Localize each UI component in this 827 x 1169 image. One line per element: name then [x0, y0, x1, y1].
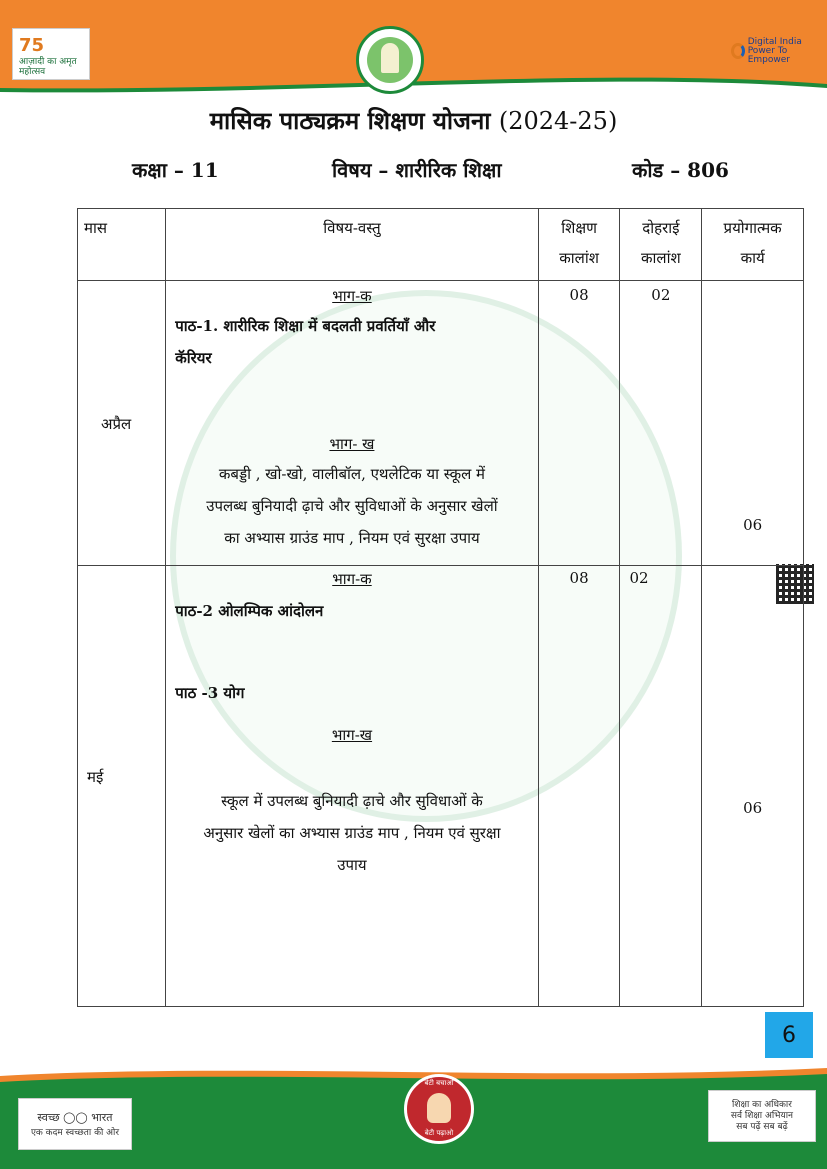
syllabus-table: [77, 208, 804, 1007]
board-seal-logo: [356, 26, 424, 94]
practical-cell: [702, 281, 804, 566]
part-a-label: भाग-क: [332, 287, 372, 305]
header-teaching: शिक्षण कालांश: [538, 209, 620, 281]
revision-cell: [620, 281, 702, 566]
azadi-ka-amrit-mahotsav-logo: 75 आज़ादी का अमृत महोत्सव: [12, 28, 90, 80]
practical-periods: 06: [743, 516, 763, 534]
activity-line: उपाय: [337, 856, 367, 874]
lesson-title-cont: कॅरियर: [175, 349, 212, 367]
practical-periods: 06: [743, 799, 763, 817]
header-practical: प्रयोगात्मक कार्य: [702, 209, 804, 281]
swachh-bharat-logo: स्वच्छ ◯◯ भारत एक कदम स्वच्छता की ओर: [18, 1098, 132, 1150]
page-number-badge: 6: [765, 1012, 813, 1058]
revision-periods: 02: [651, 286, 671, 304]
teaching-periods: 08: [569, 569, 589, 587]
beti-bachao-beti-padhao-logo: बेटी बचाओ बेटी पढ़ाओ: [404, 1074, 474, 1144]
code-label: कोड – 806: [632, 158, 729, 182]
header-month: मास: [78, 209, 166, 281]
teaching-cell: [538, 281, 620, 566]
content-cell: [166, 566, 539, 1007]
activity-line: स्कूल में उपलब्ध बुनियादी ढ़ाचे और सुविधाओं के: [221, 792, 483, 810]
part-a-label: भाग-क: [332, 570, 372, 588]
teaching-periods: 08: [569, 286, 589, 304]
right-to-education-logo: शिक्षा का अधिकार सर्व शिक्षा अभियान सब पढ़ें सब बढ़ें: [708, 1090, 816, 1142]
lesson-title: पाठ -3 योग: [175, 684, 245, 702]
class-label: कक्षा – 11: [132, 158, 219, 182]
activity-line: अनुसार खेलों का अभ्यास ग्राउंड माप , नियम एवं सुरक्षा: [203, 824, 501, 842]
part-b-label: भाग- ख: [329, 435, 375, 453]
month-label: मई: [87, 768, 104, 786]
part-b-label: भाग-ख: [331, 726, 373, 744]
table-row: [78, 566, 804, 1007]
table-row: [78, 281, 804, 566]
activity-line: उपलब्ध बुनियादी ढ़ाचे और सुविधाओं के अनुसार खेलों: [206, 497, 498, 515]
lesson-title: पाठ-1. शारीरिक शिक्षा में बदलती प्रवर्तियाँ और: [175, 317, 436, 335]
digital-india-logo: Digital India Power To Empower: [731, 34, 813, 68]
revision-cell: [620, 566, 702, 1007]
header-revision: दोहराई कालांश: [620, 209, 702, 281]
month-cell: [78, 566, 166, 1007]
activity-line: का अभ्यास ग्राउंड माप , नियम एवं सुरक्षा उपाय: [224, 529, 480, 547]
activity-line: कबड्डी , खो-खो, वालीबॉल, एथलेटिक या स्कूल में: [218, 465, 486, 483]
revision-periods: 02: [629, 569, 649, 587]
content-cell: [166, 281, 539, 566]
practical-cell: [702, 566, 804, 1007]
header-content: विषय-वस्तु: [166, 209, 539, 281]
subject-label: विषय – शारीरिक शिक्षा: [332, 158, 502, 182]
table-header-row: [78, 209, 804, 281]
month-cell: [78, 281, 166, 566]
month-label: अप्रैल: [101, 415, 132, 433]
teaching-cell: [538, 566, 620, 1007]
lesson-title: पाठ-2 ओलम्पिक आंदोलन: [175, 602, 324, 620]
page-title: मासिक पाठ्यक्रम शिक्षण योजना (2024-25): [209, 106, 618, 135]
